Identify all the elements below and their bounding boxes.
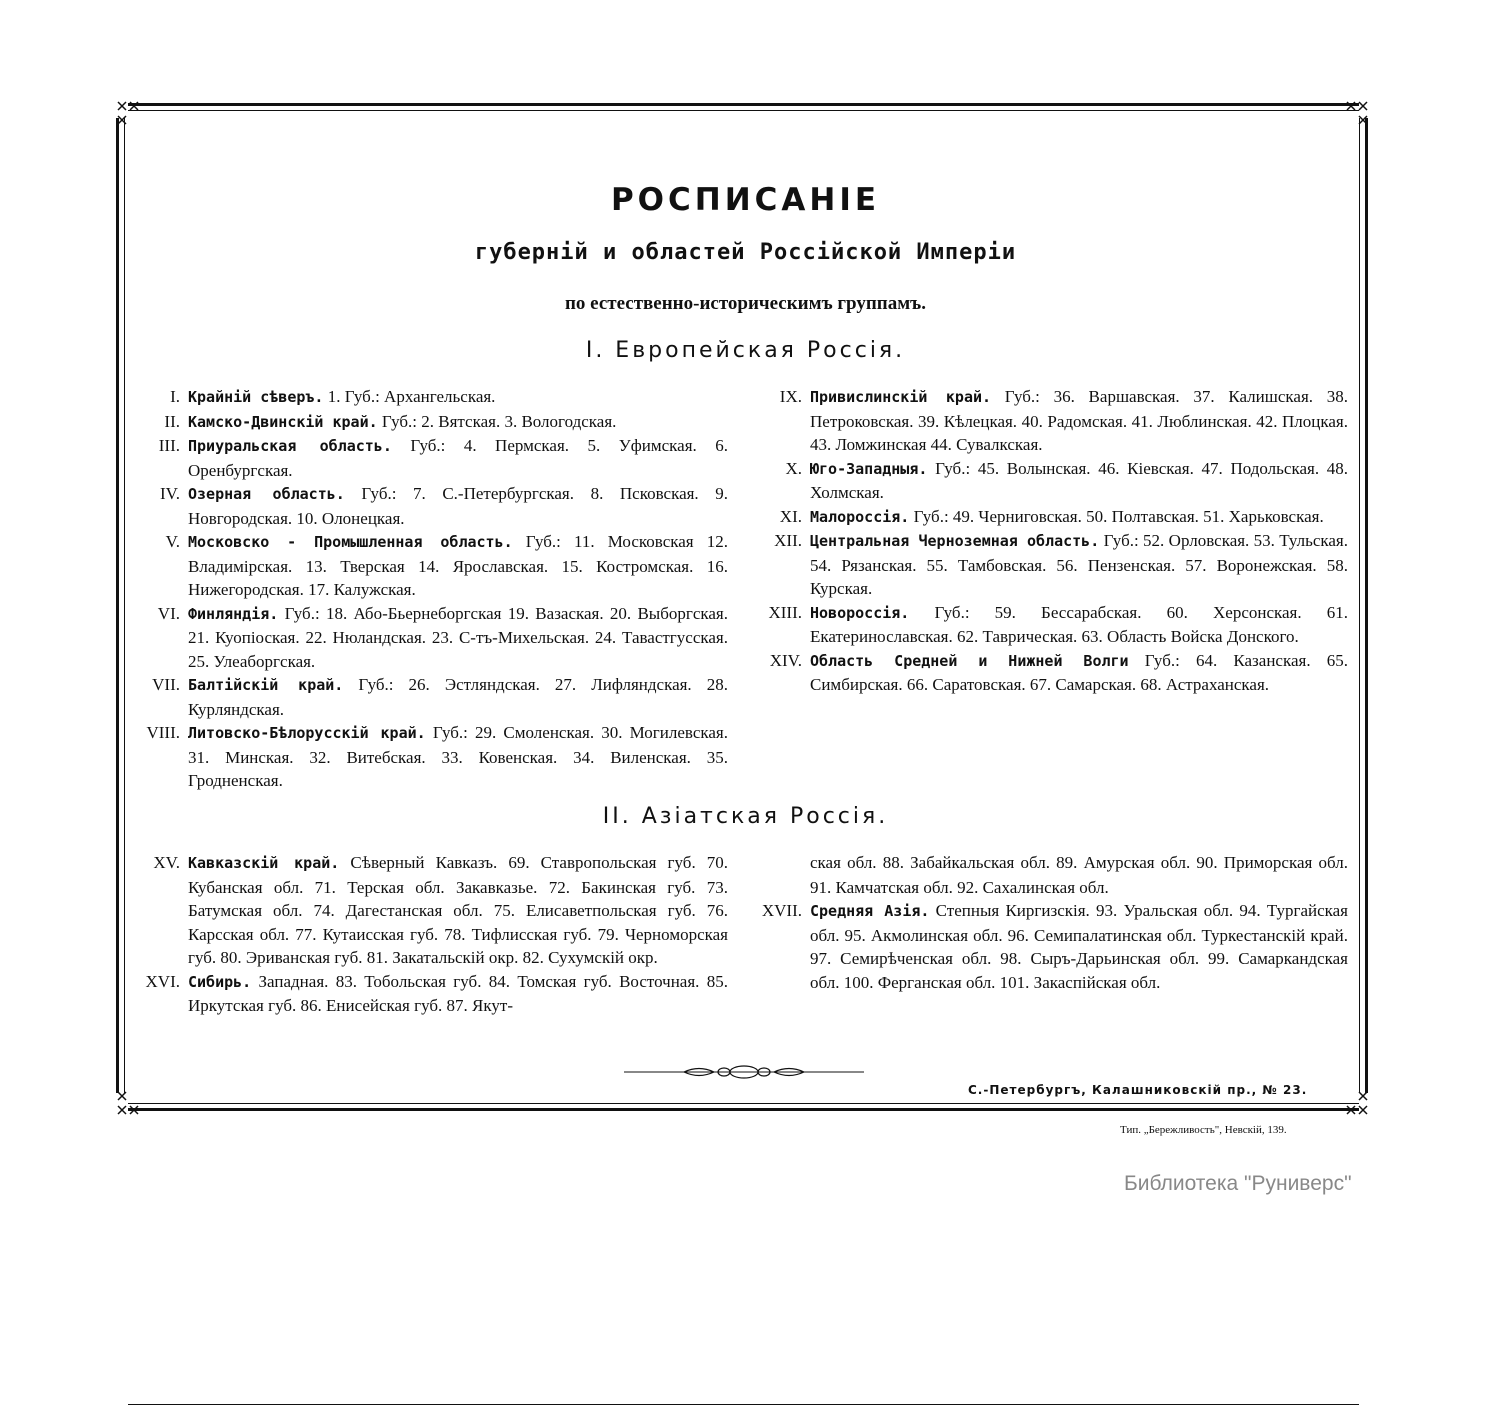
region-roman-numeral: V. [165,532,180,551]
region-provinces: Губ.: 4. Пермская. 5. Уфимская. 6. Оренбургская. [188,436,728,480]
region-roman-numeral: XV. [153,853,180,872]
region-name: Юго-Западныя. [810,459,928,478]
region-entry [748,899,1348,994]
page-title: РОСПИСАНІЕ [610,182,881,218]
region-roman-numeral: II. [164,411,180,431]
region-provinces: Губ.: 29. Смоленская. 30. Могилевская. 31. Минская. 32. Витебская. 33. Ковенская. 34. Виленская. 35. Гродненская. [188,723,728,790]
region-entry [128,385,728,410]
page-subtitle-secondary: по естественно-историческимъ группамъ. [564,293,927,314]
asia-left-column [128,851,728,1018]
region-text [188,530,728,602]
divider-ornament-icon [624,1063,864,1081]
region-text [188,385,728,410]
corner-ornament-bottom-right-icon [1345,1090,1369,1118]
frame-bottom-inner [128,1103,1359,1104]
region-entry [748,505,1348,530]
region-provinces: Степныя Киргизскія. 93. Уральская обл. 94. Тургайская обл. 95. Акмолинская обл. 96. Семипалатинская обл. Туркестанскій край. 97. Семирѣченская обл. 98. Сыръ-Дарьинская обл. 99. Самаркандская обл. 100. Ферганская обл. 101. Закаспійская обл. [810,901,1348,992]
region-name: Камско-Двинскій край. [188,412,378,431]
region-entry [748,649,1348,697]
region-roman-numeral: XVI. [145,971,180,991]
region-provinces: Западная. 83. Тобольская губ. 84. Томская губ. Восточная. 85. Иркутская губ. 86. Енисейская губ. 87. Якут- [188,971,728,1015]
region-text [188,851,728,970]
region-roman-numeral: XIII. [768,602,802,622]
section-heading-europe: I. Европейская Россія. [585,338,906,363]
region-text [810,649,1348,697]
region-name: Привислинскій край. [810,388,992,406]
region-roman-numeral: XIV. [769,650,802,670]
region-provinces: Губ.: 64. Казанская. 65. Симбирская. 66. Саратовская. 67. Самарская. 68. Астраханская. [810,650,1348,694]
region-roman-numeral: X. [785,458,802,478]
region-name: Новороссія. [810,603,910,622]
region-provinces: Губ.: 45. Волынская. 46. Кіевская. 47. Подольская. 48. Холмская. [810,458,1348,502]
asia-right-column [748,851,1348,994]
region-roman-numeral: IX. [779,387,802,406]
region-name: Финляндія. [188,604,279,623]
region-name: Область Средней и Нижней Волги [810,651,1129,670]
region-text [188,721,728,793]
corner-ornament-top-right-icon [1345,100,1369,128]
region-name: Крайній сѣверъ. [188,388,324,406]
region-provinces: 1. Губ.: Архангельская. [323,387,496,406]
region-text [188,434,728,482]
region-provinces: Губ.: 36. Варшавская. 37. Калишская. 38. Петроковская. 39. Кѣлецкая. 40. Радомская. 41. Люблинская. 42. Плоцкая. 43. Ломжинская 44. Сувалкская. [810,387,1348,454]
region-text [810,851,1348,899]
region-roman-numeral: VI. [157,603,180,623]
region-name: Кавказскій край. [188,854,340,872]
corner-ornament-top-left-icon [116,100,140,128]
region-entry [128,673,728,721]
region-roman-numeral: IV. [160,484,180,503]
corner-ornament-bottom-left-icon [116,1090,140,1118]
region-name: Малороссія. [810,507,910,526]
region-name: Озерная область. [188,485,345,503]
region-entry [128,721,728,793]
region-text [188,602,728,674]
region-text [810,899,1348,994]
region-provinces: Губ.: 18. Або-Бьернеборгская 19. Вазаская. 20. Выборгская. 21. Куопіоская. 22. Нюландская. 23. С-тъ-Михельская. 24. Тавастгусская. 25. Улеаборгская. [188,603,728,671]
frame-top-thick [128,103,1359,106]
region-text [810,529,1348,601]
region-entry [128,851,728,970]
region-text [188,410,728,435]
region-provinces: Губ.: 11. Московская 12. Владимірская. 13. Тверская 14. Ярославская. 15. Костромская. 16. Нижегородская. 17. Калужская. [188,532,728,599]
region-provinces: Губ.: 59. Бессарабская. 60. Херсонская. 61. Екатеринославская. 62. Таврическая. 63. Область Войска Донского. [810,602,1348,646]
region-roman-numeral: XI. [779,506,802,526]
region-provinces: Губ.: 26. Эстляндская. 27. Лифляндская. 28. Курляндская. [188,675,729,719]
region-name: Средняя Азія. [810,902,930,920]
region-entry [748,851,1348,899]
region-name: Сибирь. [188,972,252,991]
region-name: Центральная Черноземная область. [810,532,1100,550]
page-subtitle: губерній и областей Россійской Имперіи [474,240,1017,265]
region-text [188,673,728,721]
publisher-address: С.-Петербургъ, Калашниковскій пр., № 23. [968,1083,1308,1097]
region-name: Литовско-Бѣлорусскій край. [188,724,426,742]
region-provinces: Губ.: 52. Орловская. 53. Тульская. 54. Рязанская. 55. Тамбовская. 56. Пензенская. 57. Воронежская. 58. Курская. [810,531,1348,598]
region-roman-numeral: XII. [774,531,802,550]
region-name: Приуральская область. [188,437,392,455]
europe-left-column [128,385,728,793]
region-text [810,505,1348,530]
region-provinces: Губ.: 49. Черниговская. 50. Полтавская. 51. Харьковская. [909,506,1324,526]
library-watermark: Библиотека "Руниверс" [1124,1172,1352,1195]
region-entry [128,410,728,435]
region-entry [748,457,1348,505]
region-text [810,385,1348,457]
region-entry [128,482,728,530]
region-text [188,482,728,530]
section-heading-asia: II. Азіатская Россія. [602,804,889,829]
region-entry [748,601,1348,649]
region-roman-numeral: VIII. [146,723,180,742]
region-provinces: ская обл. 88. Забайкальская обл. 89. Амурская обл. 90. Приморская обл. 91. Камчатская обл. 92. Сахалинская обл. [810,853,1348,897]
region-text [810,457,1348,505]
region-name: Московско - Промышленная область. [188,533,513,551]
region-text [188,970,728,1018]
europe-right-column [748,385,1348,697]
region-roman-numeral: XVII. [761,901,802,920]
region-entry [128,434,728,482]
region-roman-numeral: III. [158,436,180,455]
printer-credit: Тип. „Бережливость", Невскій, 139. [1120,1124,1287,1136]
frame-bottom-thick [128,1108,1359,1111]
region-name: Балтійскій край. [188,676,344,694]
region-entry [128,970,728,1018]
region-provinces: Сѣверный Кавказъ. 69. Ставропольская губ. 70. Кубанская обл. 71. Терская обл. Закавказье. 72. Бакинская губ. 73. Батумская обл. 74. Дагестанская обл. 75. Елисаветпольская губ. 76. Карсская обл. 77. Кутаисская губ. 78. Тифлисская губ. 79. Черноморская губ. 80. Эриванская губ. 81. Закатальскій окр. 82. Сухумскій окр. [188,853,728,967]
region-text [810,601,1348,649]
region-roman-numeral: VII. [152,675,180,694]
region-roman-numeral: I. [170,387,180,406]
frame-top-thin [128,110,1359,111]
region-entry [748,529,1348,601]
region-entry [128,602,728,674]
region-provinces: Губ.: 7. С.-Петербургская. 8. Псковская. 9. Новгородская. 10. Олонецкая. [188,484,728,528]
region-entry [128,530,728,602]
region-entry [748,385,1348,457]
region-provinces: Губ.: 2. Вятская. 3. Вологодская. [377,411,617,431]
